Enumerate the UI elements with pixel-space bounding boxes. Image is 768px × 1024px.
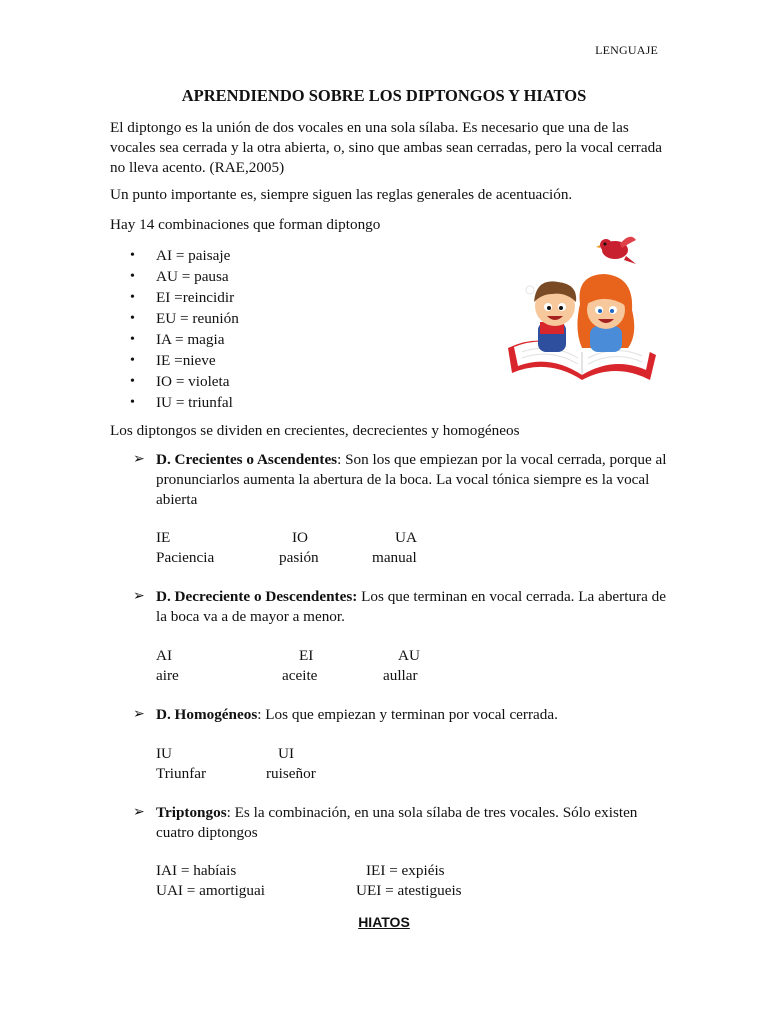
division-text: Los diptongos se dividen en crecientes, decrecientes y homogéneos xyxy=(110,422,520,439)
page-title: APRENDIENDO SOBRE LOS DIPTONGOS Y HIATOS xyxy=(181,86,587,105)
section-text: : Son los que empiezan por la vocal cerrada, porque al pronunciarlos aumenta la abertura de la boca. La vocal tónica siempre es la vocal abierta xyxy=(156,451,667,508)
arrow-bullet-icon: ➢ xyxy=(133,589,145,604)
example-pair: IU xyxy=(156,745,173,762)
example-word: Paciencia xyxy=(156,549,215,566)
example-pair: IE xyxy=(156,529,171,546)
page-header: LENGUAJE xyxy=(595,43,658,57)
intro-paragraph: El diptongo es la unión de dos vocales en una sola sílaba. Es necesario que una de las vocales sea cerrada y la otra abierta, o, sino que ambas sean cerradas, pero la vocal cerrada no lleva acento. (RAE,2005) xyxy=(110,119,662,176)
section-heading: D. Crecientes o Ascendentes xyxy=(156,451,338,468)
section-body xyxy=(156,705,673,725)
example-pair: EI xyxy=(299,647,314,664)
section-text: : Los que empiezan y terminan por vocal cerrada. xyxy=(257,706,558,723)
list-item: • IE =nieve xyxy=(130,350,239,371)
section-body xyxy=(156,587,673,627)
list-item: • EU = reunión xyxy=(130,308,239,329)
watermark-mark xyxy=(526,286,534,294)
section-heading: D. Homogéneos xyxy=(156,706,258,723)
section-text: Los que terminan en vocal cerrada. La abertura de la boca va a de mayor a menor. xyxy=(156,588,666,625)
example-word: aire xyxy=(156,667,179,684)
girl-icon xyxy=(577,274,634,352)
triptongo-example: UEI = atestigueis xyxy=(356,882,462,899)
list-item: • AU = pausa xyxy=(130,266,239,287)
important-point: Un punto importante es, siempre siguen las reglas generales de acentuación. xyxy=(110,186,573,203)
section-heading: D. Decreciente o Descendentes: xyxy=(156,588,358,605)
section-text: : Es la combinación, en una sola sílaba de tres vocales. Sólo existen cuatro diptongos xyxy=(156,804,638,841)
list-item: • IU = triunfal xyxy=(130,392,239,413)
list-item: • AI = paisaje xyxy=(130,245,239,266)
section-decrecientes xyxy=(133,587,673,627)
hiatos-heading: HIATOS xyxy=(358,914,410,930)
triptongo-example: IEI = expiéis xyxy=(366,862,445,879)
boy-icon xyxy=(534,281,576,352)
example-word: aullar xyxy=(383,667,418,684)
combinations-list xyxy=(130,245,239,413)
list-item: • IO = violeta xyxy=(130,371,239,392)
arrow-bullet-icon: ➢ xyxy=(133,805,145,820)
example-word: manual xyxy=(372,549,417,566)
section-homogeneos xyxy=(133,705,673,725)
bird-icon xyxy=(596,237,636,264)
example-word: ruiseñor xyxy=(266,765,316,782)
triptongo-example: UAI = amortiguai xyxy=(156,882,265,899)
arrow-bullet-icon: ➢ xyxy=(133,452,145,467)
example-word: aceite xyxy=(282,667,318,684)
example-pair: AI xyxy=(156,647,173,664)
example-word: pasión xyxy=(279,549,319,566)
combinations-intro: Hay 14 combinaciones que forman diptongo xyxy=(110,216,381,233)
example-pair: UA xyxy=(395,529,417,546)
section-triptongos xyxy=(133,803,673,843)
example-pair: UI xyxy=(278,745,295,762)
example-pair: IO xyxy=(292,529,309,546)
example-pair: AU xyxy=(398,647,420,664)
kids-reading-book-illustration xyxy=(500,230,660,390)
list-item: • IA = magia xyxy=(130,329,239,350)
section-crecientes xyxy=(133,450,673,510)
section-heading: Triptongos xyxy=(156,804,227,821)
triptongo-example: IAI = habíais xyxy=(156,862,237,879)
list-item: • EI =reincidir xyxy=(130,287,239,308)
section-body xyxy=(156,803,673,843)
section-body xyxy=(156,450,673,510)
arrow-bullet-icon: ➢ xyxy=(133,707,145,722)
example-word: Triunfar xyxy=(156,765,207,782)
